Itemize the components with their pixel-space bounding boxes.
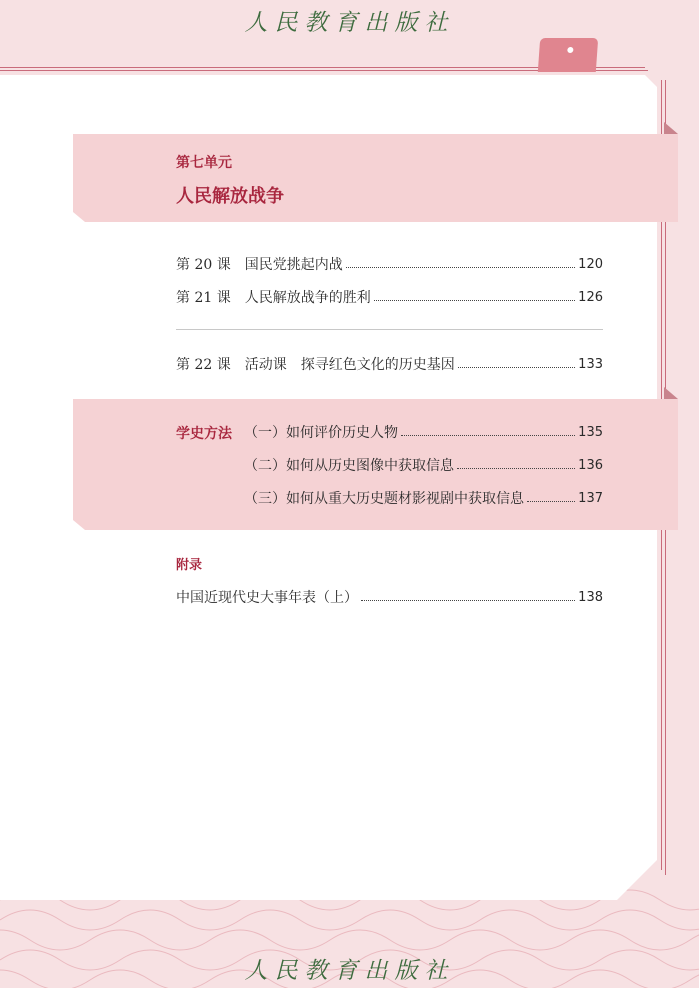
unit-band-fold — [664, 122, 678, 134]
leader-dots — [458, 367, 575, 368]
toc-row-appendix-1[interactable] — [176, 587, 603, 607]
page-number: 133 — [578, 356, 603, 372]
lesson-title: 活动课 探寻红色文化的历史基因 — [244, 357, 455, 373]
lesson-title: 国民党挑起内战 — [244, 257, 343, 273]
lesson-number: 第 21 课 — [176, 290, 231, 306]
toc-row-method-2[interactable] — [244, 455, 603, 475]
method-title: （一）如何评价历史人物 — [244, 425, 398, 441]
page-number: 136 — [578, 457, 603, 473]
method-band-fold — [664, 387, 678, 399]
bookmark-tab — [538, 38, 598, 72]
bookmark-hole — [567, 47, 573, 53]
toc-row-lesson-21[interactable] — [176, 287, 603, 307]
publisher-logo-top: 人民教育出版社 — [244, 10, 455, 36]
leader-dots — [401, 435, 575, 436]
leader-dots — [374, 300, 575, 301]
lesson-number: 第 22 课 — [176, 357, 231, 373]
page-number: 137 — [578, 490, 603, 506]
method-label: 学史方法 — [176, 426, 232, 442]
leader-dots — [346, 267, 575, 268]
page-number: 138 — [578, 589, 603, 605]
leader-dots — [361, 600, 575, 601]
unit-band — [73, 134, 678, 222]
page-number: 126 — [578, 289, 603, 305]
publisher-logo-bottom: 人民教育出版社 — [244, 958, 455, 984]
lesson-title: 人民解放战争的胜利 — [244, 290, 371, 306]
appendix-title: 中国近现代史大事年表（上） — [176, 590, 358, 606]
unit-title: 人民解放战争 — [176, 186, 284, 207]
toc-row-method-1[interactable] — [244, 422, 603, 442]
method-title: （二）如何从历史图像中获取信息 — [244, 458, 454, 474]
toc-row-method-3[interactable] — [244, 488, 603, 508]
page-number: 120 — [578, 256, 603, 272]
leader-dots — [527, 501, 575, 502]
section-divider — [176, 329, 603, 330]
toc-row-lesson-22[interactable] — [176, 354, 603, 374]
leader-dots — [457, 468, 575, 469]
method-title: （三）如何从重大历史题材影视剧中获取信息 — [244, 491, 524, 507]
page-number: 135 — [578, 424, 603, 440]
appendix-label: 附录 — [176, 558, 203, 573]
unit-label: 第七单元 — [176, 155, 232, 171]
toc-row-lesson-20[interactable] — [176, 254, 603, 274]
lesson-number: 第 20 课 — [176, 257, 231, 273]
